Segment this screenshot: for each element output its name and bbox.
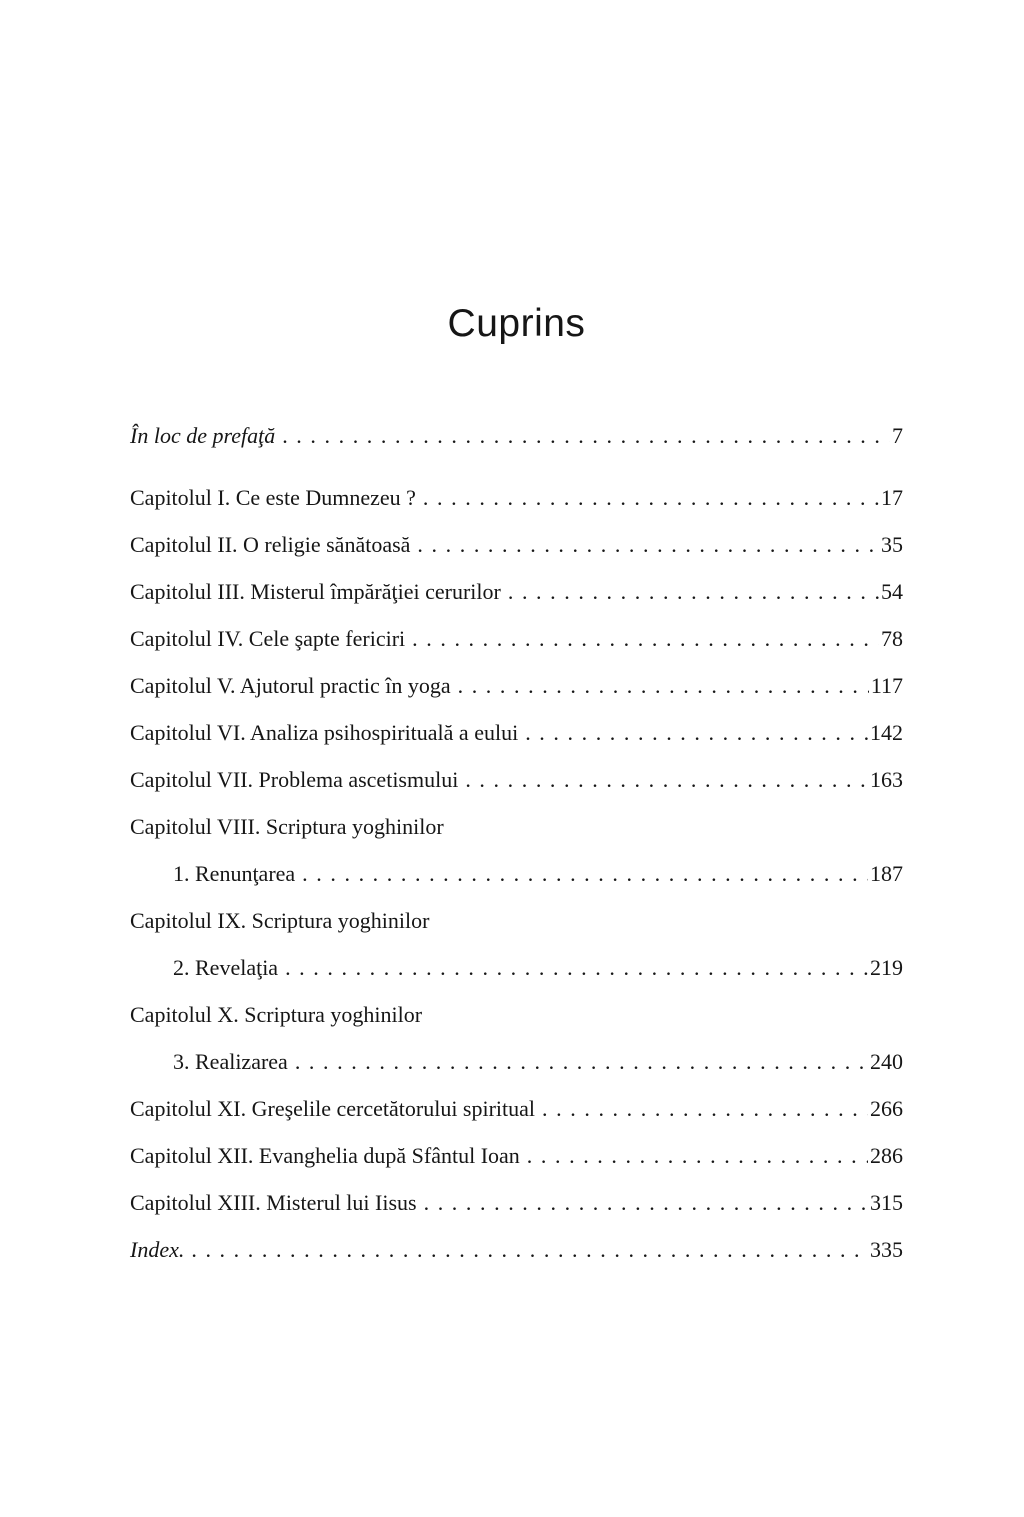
dot-leader	[412, 624, 879, 654]
toc-entry-page: 286	[870, 1143, 903, 1168]
dot-leader	[465, 765, 868, 795]
toc-entry-page: 163	[870, 767, 903, 792]
toc-entry-page: 335	[870, 1237, 903, 1262]
toc-entry	[130, 1141, 903, 1171]
toc-entry-label: Capitolul III. Misterul împărăţiei cerurilor	[130, 579, 501, 604]
page-title: Cuprins	[447, 302, 586, 345]
toc-entry-label: Capitolul IX. Scriptura yoghinilor	[130, 908, 430, 933]
toc-entry	[130, 530, 903, 560]
toc-entry-label: 1. Renunţarea	[173, 861, 296, 886]
toc-entry-page: 187	[870, 861, 903, 886]
toc-entry-label: Capitolul VII. Problema ascetismului	[130, 767, 459, 792]
toc-subentry	[130, 953, 903, 983]
toc-entry	[130, 671, 903, 701]
toc-entry	[130, 765, 903, 795]
toc-subentry	[130, 859, 903, 889]
toc-entry-page: 78	[881, 626, 903, 651]
toc-entry	[130, 421, 903, 451]
toc-entry-label: 3. Realizarea	[173, 1049, 288, 1074]
dot-leader	[424, 1188, 868, 1218]
dot-leader	[458, 671, 869, 701]
toc-entry-label: Capitolul XII. Evanghelia după Sfântul Ioan	[130, 1143, 520, 1168]
toc-entry-label: În loc de prefaţă	[130, 423, 276, 448]
toc-entry-label: Capitolul XI. Greşelile cercetătorului spiritual	[130, 1096, 536, 1121]
toc-entry	[130, 718, 903, 748]
dot-leader	[417, 530, 879, 560]
table-of-contents	[130, 421, 903, 1265]
toc-entry-label: Capitolul IV. Cele şapte fericiri	[130, 626, 406, 651]
toc-entry-page: 117	[870, 673, 903, 698]
toc-entry	[130, 1188, 903, 1218]
toc-entry-label: Capitolul VIII. Scriptura yoghinilor	[130, 814, 444, 839]
toc-entry-page: 35	[881, 532, 903, 557]
toc-subentry	[130, 1047, 903, 1077]
toc-entry	[130, 483, 903, 513]
toc-entry	[130, 1235, 903, 1265]
toc-entry	[130, 1000, 903, 1030]
dot-leader	[295, 1047, 868, 1077]
dot-leader	[508, 577, 879, 607]
toc-entry	[130, 624, 903, 654]
toc-entry-page: 240	[870, 1049, 903, 1074]
toc-entry-page: 315	[870, 1190, 903, 1215]
dot-leader	[451, 812, 901, 842]
dot-leader	[302, 859, 868, 889]
toc-entry	[130, 812, 903, 842]
toc-entry-label: Capitolul II. O religie sănătoasă	[130, 532, 411, 557]
toc-entry-label: Index.	[130, 1237, 185, 1262]
dot-leader	[525, 718, 868, 748]
toc-entry	[130, 906, 903, 936]
dot-leader	[436, 906, 901, 936]
toc-entry-page: 142	[870, 720, 903, 745]
dot-leader	[423, 483, 879, 513]
toc-entry-page: 266	[870, 1096, 903, 1121]
toc-entry-page: 219	[870, 955, 903, 980]
toc-entry-label: Capitolul VI. Analiza psihospirituală a eului	[130, 720, 519, 745]
dot-leader	[285, 953, 868, 983]
toc-entry	[130, 577, 903, 607]
toc-entry-label: Capitolul X. Scriptura yoghinilor	[130, 1002, 423, 1027]
toc-entry-label: Capitolul V. Ajutorul practic în yoga	[130, 673, 451, 698]
toc-entry-page: 7	[892, 423, 903, 448]
toc-entry-label: Capitolul XIII. Misterul lui Iisus	[130, 1190, 417, 1215]
toc-entry-label: 2. Revelaţia	[173, 955, 279, 980]
toc-entry-page: 54	[881, 579, 903, 604]
dot-leader	[527, 1141, 868, 1171]
dot-leader	[429, 1000, 901, 1030]
dot-leader	[542, 1094, 868, 1124]
dot-leader	[191, 1235, 868, 1265]
toc-entry-page: 17	[881, 485, 903, 510]
dot-leader	[282, 421, 890, 451]
toc-entry	[130, 1094, 903, 1124]
toc-entry-label: Capitolul I. Ce este Dumnezeu ?	[130, 485, 416, 510]
